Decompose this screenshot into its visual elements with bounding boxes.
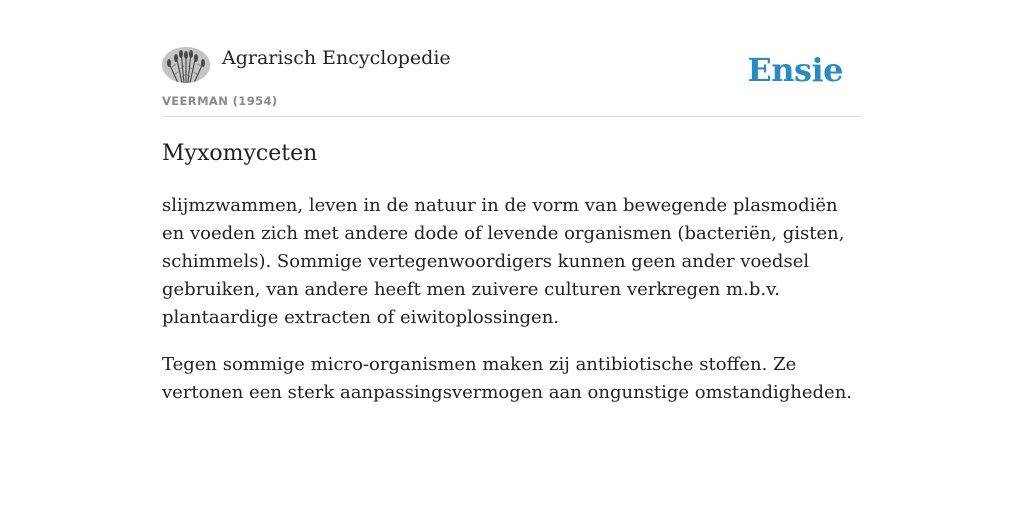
page xyxy=(162,0,862,512)
book-header xyxy=(162,0,862,117)
entry-paragraph: slijmzwammen, leven in de natuur in de vorm van bewegende plasmodiën en voeden zich met andere dode of levende organismen (bacteriën, gisten, schimmels). Sommige vertegenwoordigers kunnen geen ander voedsel gebruiken, van andere heeft men zuivere culturen verkregen m.b.v. plantaardige extracten of eiwitoplossingen. xyxy=(162,195,845,328)
ensie-logo[interactable]: Ensie xyxy=(747,51,843,89)
entry-body xyxy=(162,192,862,426)
book-author: VEERMAN (1954) xyxy=(162,94,278,108)
wheat-illustration-icon[interactable] xyxy=(162,47,210,83)
entry-title: Myxomyceten xyxy=(162,141,318,166)
book-title[interactable]: Agrarisch Encyclopedie xyxy=(222,47,451,69)
entry-paragraph: Tegen sommige micro-organismen maken zij antibiotische stoffen. Ze vertonen een sterk aanpassingsvermogen aan ongunstige omstandigheden. xyxy=(162,354,853,403)
